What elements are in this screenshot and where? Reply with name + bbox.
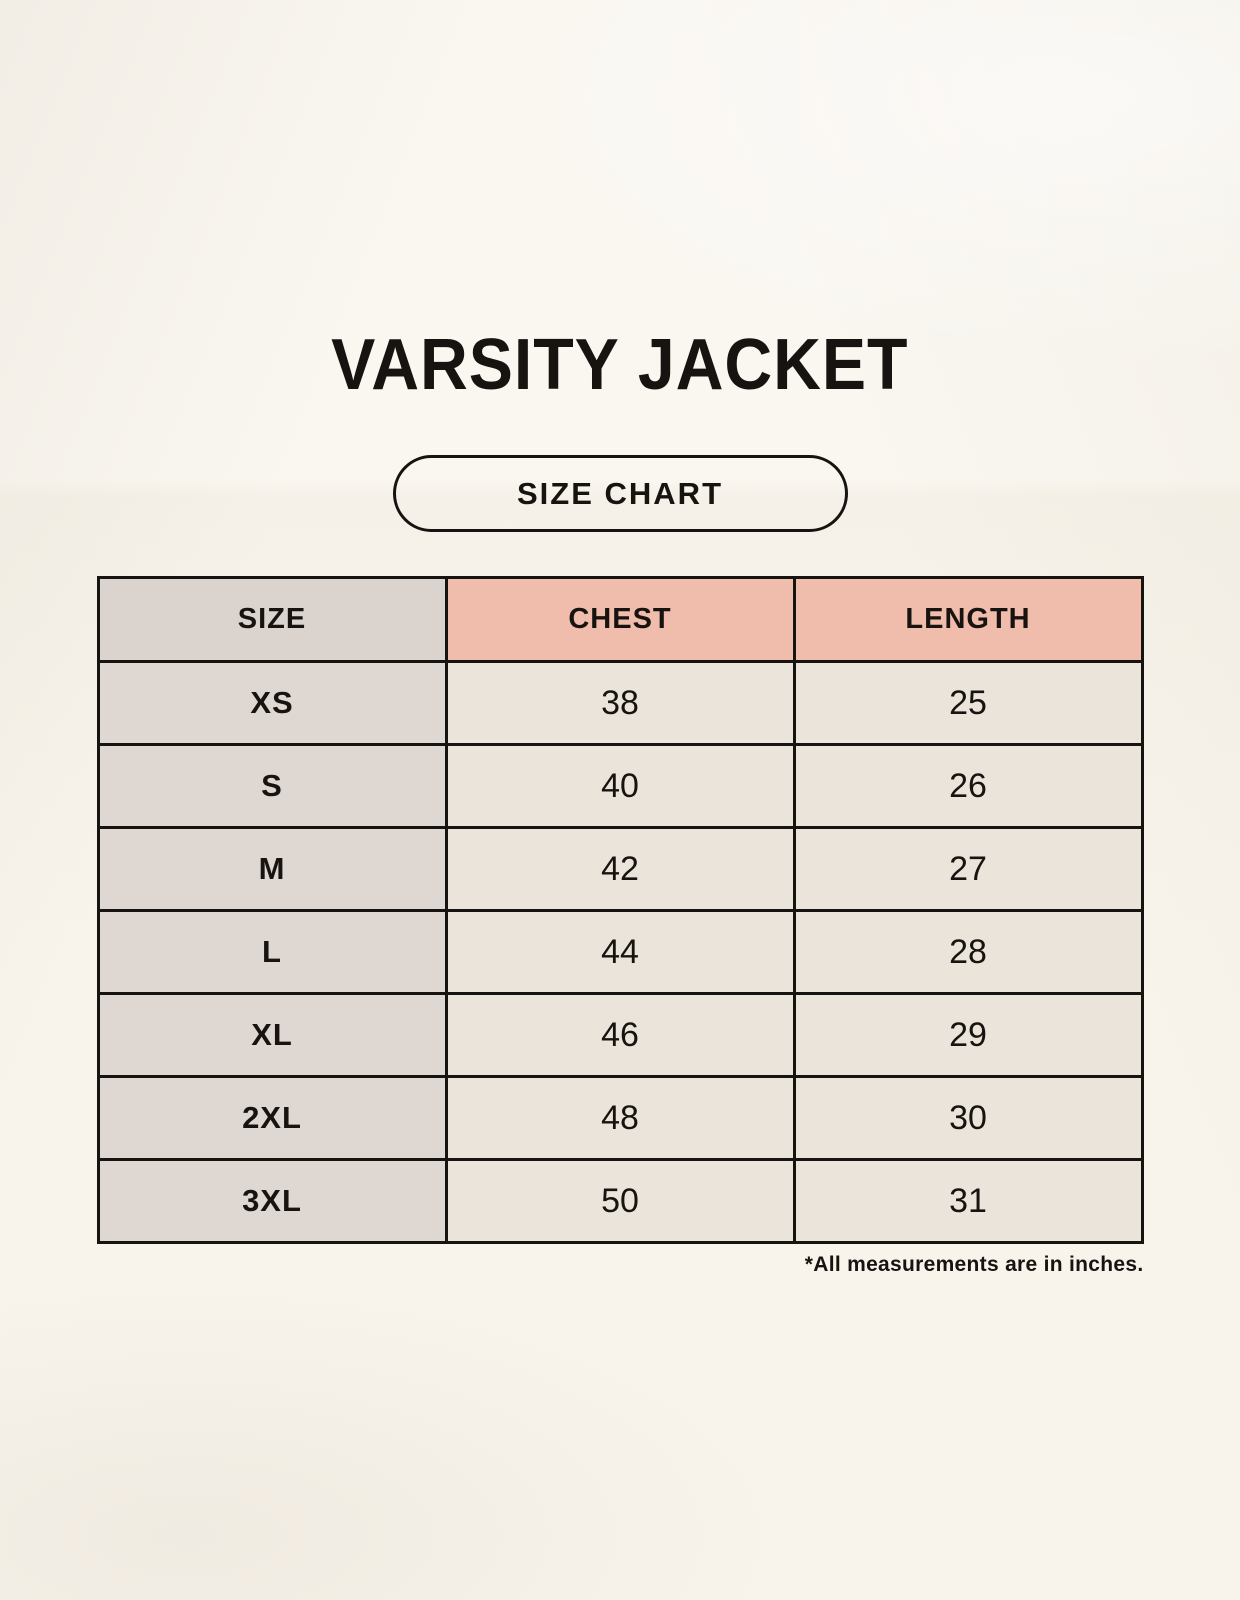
size-cell: XL xyxy=(98,994,446,1077)
table-row xyxy=(98,745,1142,828)
chest-cell: 44 xyxy=(446,911,794,994)
length-cell: 26 xyxy=(794,745,1142,828)
size-cell: XS xyxy=(98,662,446,745)
page-title-text: VARSITY JACKET xyxy=(331,325,909,405)
table-row xyxy=(98,1160,1142,1243)
size-table xyxy=(97,576,1144,1244)
column-header-length: LENGTH xyxy=(794,578,1142,662)
chest-cell: 46 xyxy=(446,994,794,1077)
length-cell: 30 xyxy=(794,1077,1142,1160)
table-row xyxy=(98,828,1142,911)
chest-cell: 38 xyxy=(446,662,794,745)
table-row xyxy=(98,994,1142,1077)
header-row xyxy=(98,578,1142,662)
chest-cell: 50 xyxy=(446,1160,794,1243)
column-header-size: SIZE xyxy=(98,578,446,662)
table-row xyxy=(98,662,1142,745)
size-cell: L xyxy=(98,911,446,994)
page-title xyxy=(0,325,1240,405)
table-row xyxy=(98,911,1142,994)
chest-cell: 42 xyxy=(446,828,794,911)
length-cell: 31 xyxy=(794,1160,1142,1243)
size-chart-badge xyxy=(393,455,848,532)
length-cell: 28 xyxy=(794,911,1142,994)
size-table-container xyxy=(97,576,1144,1277)
chest-cell: 48 xyxy=(446,1077,794,1160)
size-chart-badge-label: SIZE CHART xyxy=(517,475,723,511)
table-row xyxy=(98,1077,1142,1160)
length-cell: 25 xyxy=(794,662,1142,745)
size-cell: 2XL xyxy=(98,1077,446,1160)
length-cell: 27 xyxy=(794,828,1142,911)
length-cell: 29 xyxy=(794,994,1142,1077)
column-header-chest: CHEST xyxy=(446,578,794,662)
measurements-footnote: *All measurements are in inches. xyxy=(804,1253,1144,1276)
size-cell: 3XL xyxy=(98,1160,446,1243)
chest-cell: 40 xyxy=(446,745,794,828)
size-cell: M xyxy=(98,828,446,911)
size-cell: S xyxy=(98,745,446,828)
